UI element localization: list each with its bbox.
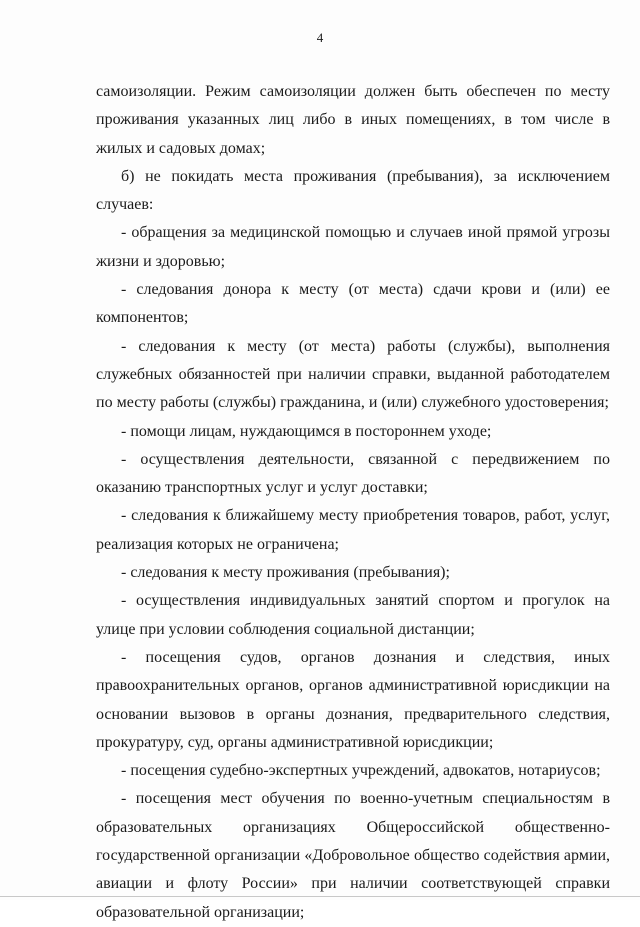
paragraph: б) не покидать места проживания (пребывания), за исключением случаев:	[96, 167, 610, 214]
paragraph: самоизоляции. Режим самоизоляции должен быть обеспечен по месту проживания указанных лиц либо в иных помещениях, в том числе в жилых и садовых домах;	[96, 83, 610, 157]
list-item: - следования к ближайшему месту приобретения товаров, работ, услуг, реализация которых не ограничена;	[96, 507, 610, 553]
list-item: - посещения судебно-экспертных учреждений, адвокатов, нотариусов;	[121, 762, 601, 780]
list-item: - следования к месту (от места) работы (службы), выполнения служебных обязанностей при наличии справки, выданной работодателем по месту работы (службы) гражданина, и (или) служебного удостоверения;	[96, 337, 610, 412]
list-item: - следования к месту проживания (пребывания);	[121, 564, 450, 582]
list-item: - осуществления индивидуальных занятий спортом и прогулок на улице при условии соблюдения социальной дистанции;	[96, 592, 610, 638]
list-item: - посещения судов, органов дознания и следствия, иных правоохранительных органов, органов административной юрисдикции на основании вызовов в органы дознания, предварительного следствия, прокуратуру, суд, органы административной юрисдикции;	[96, 648, 610, 751]
list-item: - осуществления деятельности, связанной с передвижением по оказанию транспортных услуг и услуг доставки;	[96, 450, 610, 497]
document-body	[96, 78, 610, 927]
list-item: - посещения мест обучения по военно-учетным специальностям в образовательных организациях Общероссийской общественно-государственной организации «Добровольное общество содействия армии, авиации и флоту России» при наличии соответствующей справки образовательной организации;	[96, 790, 610, 921]
list-item: - помощи лицам, нуждающимся в постороннем уходе;	[121, 422, 492, 440]
page-bottom-edge	[0, 896, 640, 897]
list-item: - следования донора к месту (от места) сдачи крови и (или) ее компонентов;	[96, 281, 610, 327]
page-number: 4	[316, 30, 324, 45]
list-item: - обращения за медицинской помощью и случаев иной прямой угрозы жизни и здоровью;	[96, 224, 610, 270]
